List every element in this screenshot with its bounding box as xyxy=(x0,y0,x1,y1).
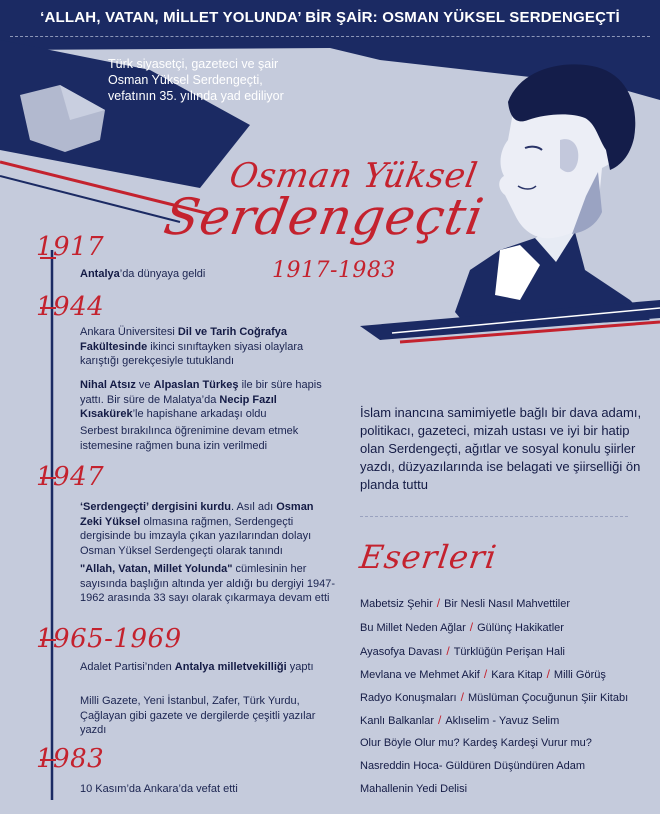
timeline-entry xyxy=(80,694,335,738)
timeline-entry xyxy=(80,562,335,606)
body-text: . Asıl adı xyxy=(230,501,277,513)
emphasis-text: Dil ve Tarih Coğrafya Fakültesinde xyxy=(80,326,288,353)
separator-slash-icon: / xyxy=(446,644,450,658)
emphasis-text: Antalya milletvekilliği xyxy=(174,661,287,673)
intro-text: Türk siyasetçi, gazeteci ve şair Osman Yüksel Serdengeçti, vefatının 35. yılında yad ediliyor xyxy=(108,57,284,103)
works-row xyxy=(360,620,564,634)
body-text: cümlesinin her sayısında başlığın altında yer aldığı bu dergiyi 1947-1962 arasında 33 sayı olarak çıkarmaya devam etti xyxy=(80,563,335,604)
timeline-entry xyxy=(80,782,335,797)
timeline-entry xyxy=(80,378,335,422)
work-title: Bu Millet Neden Ağlar xyxy=(360,622,466,634)
work-title: Milli Görüş xyxy=(553,669,606,681)
portrait-years: 1917-1983 xyxy=(272,258,396,283)
timeline-year: 1944 xyxy=(36,292,105,322)
work-title: Nasreddin Hoca- Güldüren Düşündüren Adam xyxy=(360,760,586,772)
work-title: Kara Kitap xyxy=(491,669,543,681)
body-text: Serbest bırakılınca öğrenimine devam etmek istemesine rağmen buna izin verilmedi xyxy=(80,425,299,452)
separator-slash-icon: / xyxy=(483,667,488,681)
works-row xyxy=(360,644,565,658)
timeline-entry xyxy=(80,660,335,675)
separator-slash-icon: / xyxy=(436,596,441,610)
works-row xyxy=(360,783,467,795)
emphasis-text: Alpaslan Türkeş xyxy=(153,379,239,391)
separator-slash-icon: / xyxy=(460,690,464,704)
emphasis-text: Nihal Atsız xyxy=(80,379,136,391)
body-text: ’da dünyaya geldi xyxy=(119,268,206,280)
page-title: ‘ALLAH, VATAN, MİLLET YOLUNDA’ BİR ŞAİR: OSMAN YÜKSEL SERDENGEÇTİ xyxy=(40,8,620,26)
summary-divider xyxy=(360,516,628,517)
body-text: ’le hapishane arkadaşı oldu xyxy=(132,408,267,420)
body-text: yaptı xyxy=(286,661,314,673)
works-title: Eserleri xyxy=(357,538,500,576)
work-title: Mabetsiz Şehir xyxy=(360,598,433,610)
body-text: Ankara Üniversitesi xyxy=(80,326,178,338)
works-row xyxy=(360,667,606,681)
work-title: Mevlana ve Mehmet Akif xyxy=(360,669,480,681)
body-text: ve xyxy=(135,379,154,391)
work-title: Aklıselim - Yavuz Selim xyxy=(445,715,560,727)
work-title: Ayasofya Davası xyxy=(360,646,443,658)
timeline-year: 1917 xyxy=(36,232,105,262)
work-title: Radyo Konuşmaları xyxy=(360,692,457,704)
header-divider xyxy=(10,36,650,37)
work-title: Türklüğün Perişan Hali xyxy=(453,646,565,658)
separator-slash-icon: / xyxy=(438,713,442,727)
work-title: Olur Böyle Olur mu? Kardeş Kardeşi Vurur mu? xyxy=(360,737,592,749)
timeline-entry xyxy=(80,500,335,558)
works-row xyxy=(360,713,559,727)
emphasis-text: ‘Serdengeçti’ dergisini kurdu xyxy=(80,501,231,513)
timeline-entry xyxy=(80,325,335,369)
body-text: ikinci sınıftayken siyasi olaylara karıştığı gerekçesiyle tutuklandı xyxy=(80,340,304,367)
works-row xyxy=(360,760,585,772)
body-text: olmasına rağmen, Serdengeçti dergisinde bu imzayla çıkan yazılarından dolayı Osman Yüksel Serdengeçti olarak tanındı xyxy=(80,515,312,557)
work-title: Mahallenin Yedi Delisi xyxy=(360,783,468,795)
portrait-name-first: Osman Yüksel xyxy=(226,156,481,196)
timeline-year: 1947 xyxy=(36,462,105,492)
body-text: ile bir süre hapis yattı. Bir süre de Malatya’da xyxy=(80,379,322,406)
work-title: Bir Nesli Nasıl Mahvettiler xyxy=(444,598,571,610)
work-title: Gülünç Hakikatler xyxy=(477,622,564,634)
timeline-year: 1965-1969 xyxy=(36,624,182,654)
portrait-name-last: Serdengeçti xyxy=(159,188,489,246)
separator-slash-icon: / xyxy=(469,620,474,634)
separator-slash-icon: / xyxy=(546,667,550,681)
summary-text: İslam inancına samimiyetle bağlı bir dava adamı, politikacı, gazeteci, mizah ustası ve iyi bir hatip olan Serdengeçti, ağıtlar ve sosyal konulu şiirler yazdı, düzyazılarında ise belagati ve şiirselliği ön planda tuttu xyxy=(360,405,642,492)
works-row xyxy=(360,690,628,704)
body-text: Adalet Partisi’nden xyxy=(80,661,175,673)
emphasis-text: "Allah, Vatan, Millet Yolunda" xyxy=(80,563,233,575)
timeline-entry xyxy=(80,267,335,282)
works-row xyxy=(360,596,570,610)
work-title: Müslüman Çocuğunun Şiir Kitabı xyxy=(467,692,629,704)
emphasis-text: Osman Zeki Yüksel xyxy=(80,501,314,528)
body-text: Milli Gazete, Yeni İstanbul, Zafer, Türk Yurdu, Çağlayan gibi gazete ve dergilerde çeşitli yazılar yazdı xyxy=(80,695,316,736)
works-row xyxy=(360,737,592,749)
body-text: 10 Kasım’da Ankara’da vefat etti xyxy=(80,783,238,795)
emphasis-text: Necip Fazıl Kısakürek xyxy=(80,393,277,420)
emphasis-text: Antalya xyxy=(80,268,120,280)
timeline-year: 1983 xyxy=(36,744,105,774)
timeline-entry xyxy=(80,424,335,453)
work-title: Kanlı Balkanlar xyxy=(360,715,434,727)
